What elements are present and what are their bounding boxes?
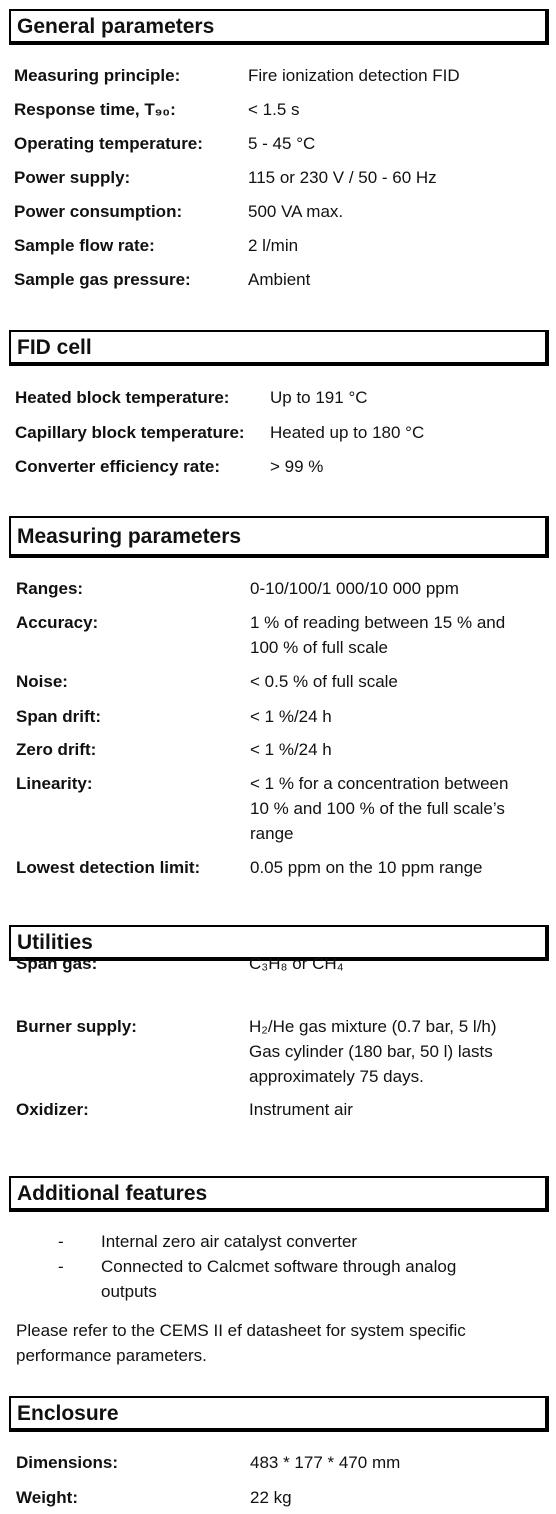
spec-label: Sample gas pressure: (14, 270, 191, 289)
spec-value: 483 * 177 * 470 mm (250, 1453, 401, 1472)
spec-label: Sample flow rate: (14, 236, 155, 255)
spec-label: Dimensions: (16, 1453, 119, 1472)
spec-value: 500 VA max. (248, 202, 344, 221)
bullet-item-continued: outputs (101, 1282, 157, 1301)
spec-value: 1 % of reading between 15 % and (250, 613, 506, 632)
spec-value: < 1.5 s (248, 100, 300, 119)
bullet-marker: - (58, 1257, 64, 1276)
spec-label: Lowest detection limit: (16, 858, 201, 877)
spec-value-continued: 100 % of full scale (250, 638, 388, 657)
spec-value: < 1 %/24 h (250, 707, 332, 726)
spec-label: Accuracy: (16, 613, 99, 632)
spec-value: Heated up to 180 °C (270, 423, 425, 442)
note-paragraph-line: performance parameters. (16, 1346, 207, 1365)
section-header-enclosure: Enclosure (9, 1396, 549, 1432)
spec-label: Converter efficiency rate: (15, 457, 221, 476)
note-paragraph-line: Please refer to the CEMS II ef datasheet for system specific (16, 1321, 466, 1340)
spec-value: H₂/He gas mixture (0.7 bar, 5 l/h) (249, 1017, 497, 1036)
spec-label: Heated block temperature: (15, 388, 230, 407)
spec-value: < 1 %/24 h (250, 740, 332, 759)
spec-label: Measuring principle: (14, 66, 181, 85)
spec-value: Fire ionization detection FID (248, 66, 460, 85)
spec-label: Weight: (16, 1488, 79, 1507)
spec-label: Operating temperature: (14, 134, 203, 153)
spec-label: Oxidizer: (16, 1100, 89, 1119)
spec-label: Ranges: (16, 579, 84, 598)
section-header-fid-cell: FID cell (9, 330, 549, 366)
spec-value: 2 l/min (248, 236, 299, 255)
spec-value: 115 or 230 V / 50 - 60 Hz (248, 168, 437, 187)
spec-value: 0.05 ppm on the 10 ppm range (250, 858, 483, 877)
spec-value-continued: range (250, 824, 294, 843)
bullet-item: Internal zero air catalyst converter (101, 1232, 358, 1251)
spec-value-continued: approximately 75 days. (249, 1067, 424, 1086)
spec-label: Burner supply: (16, 1017, 137, 1036)
spec-label: Linearity: (16, 774, 93, 793)
spec-value: Up to 191 °C (270, 388, 368, 407)
spec-value: Ambient (248, 270, 311, 289)
section-header-utilities: Utilities (9, 925, 549, 961)
spec-value: > 99 % (270, 457, 324, 476)
spec-label: Span gas: (16, 954, 98, 973)
section-header-measuring-parameters: Measuring parameters (9, 516, 549, 558)
bullet-marker: - (58, 1232, 64, 1251)
section-header-general: General parameters (9, 9, 549, 45)
spec-value: C₃H₈ or CH₄ (249, 954, 344, 973)
spec-value: < 1 % for a concentration between (250, 774, 509, 793)
spec-row (0, 610, 556, 660)
spec-value: 0-10/100/1 000/10 000 ppm (250, 579, 459, 598)
spec-row (0, 1014, 556, 1089)
spec-value: 5 - 45 °C (248, 134, 316, 153)
spec-label: Power consumption: (14, 202, 183, 221)
spec-label: Power supply: (14, 168, 131, 187)
spec-row (0, 771, 556, 846)
spec-label: Response time, T₉₀: (14, 100, 176, 119)
spec-value: 22 kg (250, 1488, 292, 1507)
spec-label: Capillary block temperature: (15, 423, 245, 442)
spec-value: < 0.5 % of full scale (250, 672, 398, 691)
spec-label: Span drift: (16, 707, 101, 726)
bullet-item: Connected to Calcmet software through analog (101, 1257, 457, 1276)
spec-label: Noise: (16, 672, 68, 691)
spec-value: Instrument air (249, 1100, 353, 1119)
spec-label: Zero drift: (16, 740, 97, 759)
spec-value-continued: Gas cylinder (180 bar, 50 l) lasts (249, 1042, 493, 1061)
spec-value-continued: 10 % and 100 % of the full scale’s (250, 799, 505, 818)
section-header-additional-features: Additional features (9, 1176, 549, 1212)
